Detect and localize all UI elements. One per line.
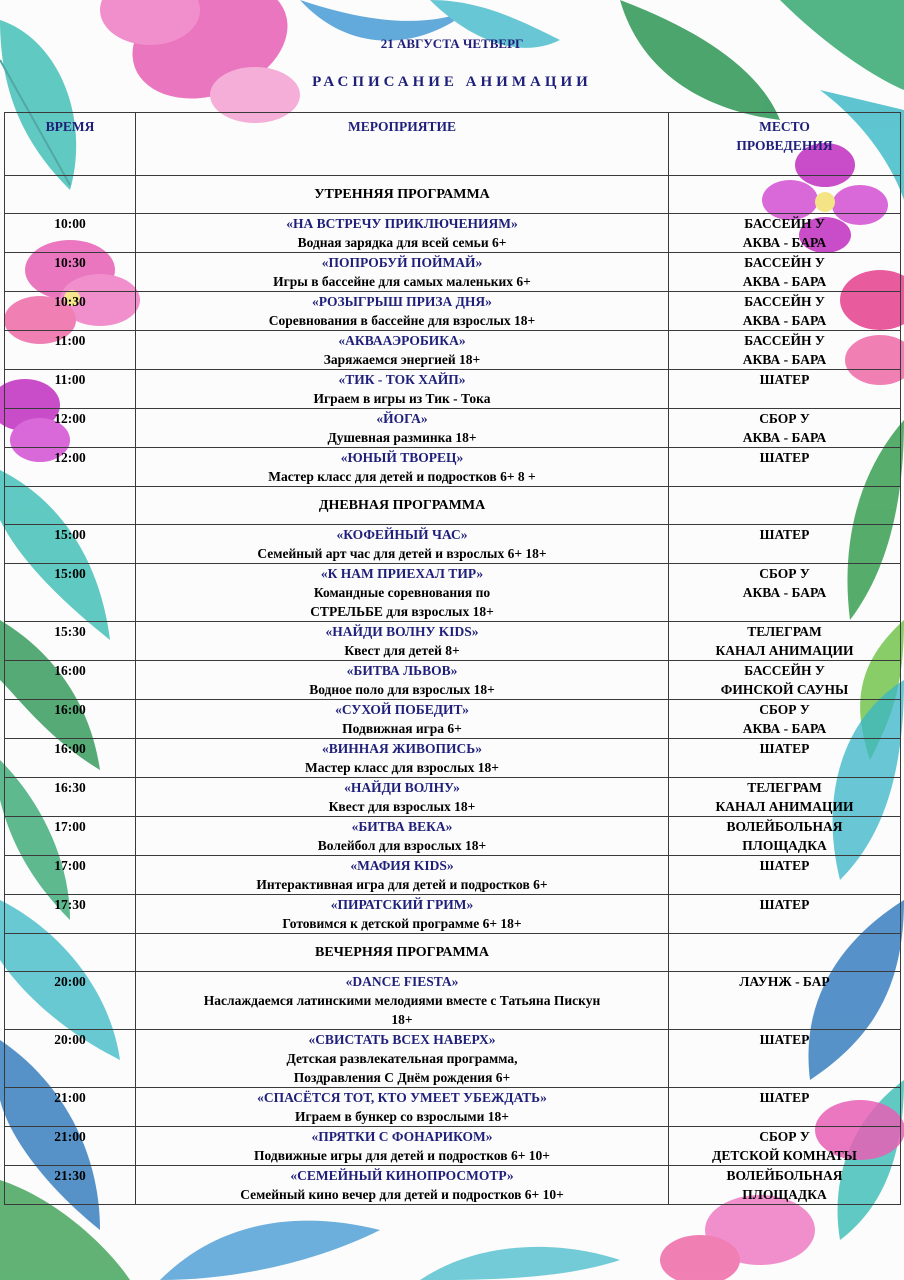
section-time-cell [5,176,136,214]
table-row [5,253,901,292]
event-time: 21:30 [5,1166,136,1205]
event-description: Детская развлекательная программа, Поздравления С Днём рождения 6+ [286,1051,518,1085]
event-place: БАССЕЙН У АКВА - БАРА [669,253,901,292]
table-row [5,1166,901,1205]
event-place: ВОЛЕЙБОЛЬНАЯ ПЛОЩАДКА [669,1166,901,1205]
event-time: 10:00 [5,214,136,253]
table-row [5,214,901,253]
event-description: Играем в игры из Тик - Тока [313,391,491,406]
event-cell [136,700,669,739]
event-title: «ЮНЫЙ ТВОРЕЦ» [340,450,464,465]
event-title: «СЕМЕЙНЫЙ КИНОПРОСМОТР» [290,1168,514,1183]
event-title: «НАЙДИ ВОЛНУ» [344,780,460,795]
event-place: СБОР У АКВА - БАРА [669,564,901,622]
event-description: Мастер класс для взрослых 18+ [305,760,499,775]
event-title: «ЙОГА» [376,411,428,426]
event-place: СБОР У АКВА - БАРА [669,700,901,739]
event-description: Играем в бункер со взрослыми 18+ [295,1109,509,1124]
event-place: ШАТЕР [669,370,901,409]
event-title: «СПАСЁТСЯ ТОТ, КТО УМЕЕТ УБЕЖДАТЬ» [257,1090,547,1105]
event-place: ШАТЕР [669,739,901,778]
table-header-row [5,113,901,176]
event-time: 17:30 [5,895,136,934]
event-place: БАССЕЙН У АКВА - БАРА [669,331,901,370]
column-header-place-line1: МЕСТО [759,119,810,134]
event-time: 10:30 [5,253,136,292]
column-header-event: МЕРОПРИЯТИЕ [136,113,669,176]
section-place-cell [669,934,901,972]
event-time: 20:00 [5,1030,136,1088]
event-cell [136,525,669,564]
table-row [5,972,901,1030]
event-cell [136,817,669,856]
event-cell [136,448,669,487]
event-time: 16:00 [5,739,136,778]
event-place: СБОР У ДЕТСКОЙ КОМНАТЫ [669,1127,901,1166]
table-row [5,700,901,739]
section-row [5,934,901,972]
event-description: Водное поло для взрослых 18+ [309,682,495,697]
table-row [5,661,901,700]
event-description: Готовимся к детской программе 6+ 18+ [282,916,522,931]
event-description: Интерактивная игра для детей и подростков 6+ [256,877,548,892]
event-cell [136,292,669,331]
event-description: Мастер класс для детей и подростков 6+ 8 + [268,469,536,484]
event-description: Квест для детей 8+ [344,643,460,658]
event-place: ТЕЛЕГРАМ КАНАЛ АНИМАЦИИ [669,778,901,817]
schedule-body [5,176,901,1205]
event-title: «ПОПРОБУЙ ПОЙМАЙ» [321,255,483,270]
event-title: «ПРЯТКИ С ФОНАРИКОМ» [311,1129,493,1144]
event-place: БАССЕЙН У АКВА - БАРА [669,292,901,331]
event-cell [136,331,669,370]
event-time: 15:00 [5,564,136,622]
section-label-cell [136,934,669,972]
table-row [5,292,901,331]
table-row [5,817,901,856]
table-row [5,739,901,778]
schedule-table [4,112,901,1205]
event-title: «СУХОЙ ПОБЕДИТ» [335,702,469,717]
event-place: ШАТЕР [669,895,901,934]
event-place: ШАТЕР [669,1030,901,1088]
event-description: Душевная разминка 18+ [327,430,477,445]
event-place: ЛАУНЖ - БАР [669,972,901,1030]
event-cell [136,253,669,292]
event-cell [136,1088,669,1127]
section-label: УТРЕННЯЯ ПРОГРАММА [314,187,490,202]
event-place: ШАТЕР [669,1088,901,1127]
table-row [5,370,901,409]
event-place: ШАТЕР [669,525,901,564]
event-description: Заряжаемся энергией 18+ [323,352,481,367]
event-title: «БИТВА ЛЬВОВ» [346,663,458,678]
event-cell [136,778,669,817]
event-time: 11:00 [5,331,136,370]
event-place: БАССЕЙН У АКВА - БАРА [669,214,901,253]
table-row [5,1127,901,1166]
event-description: Наслаждаемся латинскими мелодиями вместе с Татьяна Пискун 18+ [203,993,601,1027]
section-time-cell [5,487,136,525]
section-label: ДНЕВНАЯ ПРОГРАММА [318,498,486,513]
section-label: ВЕЧЕРНЯЯ ПРОГРАММА [314,945,489,960]
event-title: «КОФЕЙНЫЙ ЧАС» [336,527,468,542]
column-header-place-line2: ПРОВЕДЕНИЯ [736,138,833,153]
event-time: 15:30 [5,622,136,661]
event-title: «ПИРАТСКИЙ ГРИМ» [330,897,474,912]
event-cell [136,564,669,622]
event-description: Волейбол для взрослых 18+ [317,838,487,853]
event-time: 11:00 [5,370,136,409]
event-time: 15:00 [5,525,136,564]
event-time: 20:00 [5,972,136,1030]
column-header-time: ВРЕМЯ [5,113,136,176]
event-time: 16:30 [5,778,136,817]
event-time: 10:30 [5,292,136,331]
event-description: Квест для взрослых 18+ [328,799,476,814]
table-row [5,778,901,817]
event-time: 17:00 [5,856,136,895]
page-title: РАСПИСАНИЕ АНИМАЦИИ [312,74,592,90]
event-title: «К НАМ ПРИЕХАЛ ТИР» [320,566,484,581]
event-place: СБОР У АКВА - БАРА [669,409,901,448]
event-time: 16:00 [5,661,136,700]
event-title: «МАФИЯ KIDS» [350,858,454,873]
event-cell [136,661,669,700]
event-cell [136,1166,669,1205]
schedule-date: 21 АВГУСТА ЧЕТВЕРГ [380,36,524,51]
section-row [5,176,901,214]
section-label-cell [136,487,669,525]
section-place-cell [669,487,901,525]
event-cell [136,739,669,778]
event-time: 21:00 [5,1088,136,1127]
event-title: «НА ВСТРЕЧУ ПРИКЛЮЧЕНИЯМ» [286,216,518,231]
event-cell [136,1030,669,1088]
event-place: ВОЛЕЙБОЛЬНАЯ ПЛОЩАДКА [669,817,901,856]
table-row [5,1030,901,1088]
event-title: «ТИК - ТОК ХАЙП» [338,372,466,387]
event-time: 17:00 [5,817,136,856]
event-cell [136,622,669,661]
event-description: Подвижная игра 6+ [342,721,462,736]
table-row [5,331,901,370]
event-cell [136,214,669,253]
event-description: Водная зарядка для всей семьи 6+ [297,235,507,250]
event-place: БАССЕЙН У ФИНСКОЙ САУНЫ [669,661,901,700]
event-cell [136,972,669,1030]
event-description: Подвижные игры для детей и подростков 6+ 10+ [254,1148,550,1163]
event-title: «РОЗЫГРЫШ ПРИЗА ДНЯ» [312,294,492,309]
event-description: Игры в бассейне для самых маленьких 6+ [273,274,531,289]
table-row [5,448,901,487]
event-description: Соревнования в бассейне для взрослых 18+ [268,313,536,328]
event-cell [136,856,669,895]
event-title: «DANCE FIESTA» [345,974,459,989]
table-row [5,895,901,934]
table-row [5,622,901,661]
event-cell [136,409,669,448]
event-place: ШАТЕР [669,448,901,487]
event-title: «ВИННАЯ ЖИВОПИСЬ» [322,741,482,756]
event-title: «АКВААЭРОБИКА» [338,333,466,348]
event-cell [136,895,669,934]
table-row [5,525,901,564]
event-description: Семейный арт час для детей и взрослых 6+ 18+ [257,546,547,561]
section-label-cell [136,176,669,214]
event-time: 21:00 [5,1127,136,1166]
event-time: 12:00 [5,409,136,448]
table-row [5,1088,901,1127]
section-place-cell [669,176,901,214]
event-title: «БИТВА ВЕКА» [351,819,453,834]
event-time: 12:00 [5,448,136,487]
event-cell [136,370,669,409]
column-header-place [669,113,901,176]
event-time: 16:00 [5,700,136,739]
event-description: Семейный кино вечер для детей и подростков 6+ 10+ [240,1187,564,1202]
section-row [5,487,901,525]
table-row [5,409,901,448]
event-place: ТЕЛЕГРАМ КАНАЛ АНИМАЦИИ [669,622,901,661]
event-place: ШАТЕР [669,856,901,895]
event-cell [136,1127,669,1166]
event-title: «НАЙДИ ВОЛНУ KIDS» [325,624,479,639]
section-time-cell [5,934,136,972]
table-row [5,856,901,895]
event-description: Командные соревнования по СТРЕЛЬБЕ для взрослых 18+ [310,585,494,619]
table-row [5,564,901,622]
event-title: «СВИСТАТЬ ВСЕХ НАВЕРХ» [308,1032,496,1047]
